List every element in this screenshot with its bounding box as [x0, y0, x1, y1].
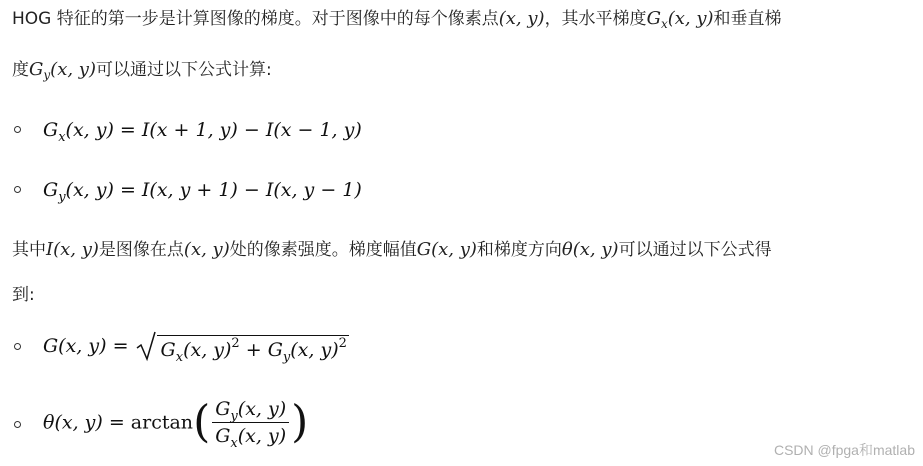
p2-text3: 处的像素强度。梯度幅值 — [229, 240, 417, 260]
math-gx-xy: $G_x(x$, y) — [646, 8, 714, 31]
p2-line2: 到: — [12, 285, 35, 305]
sqrt-symbol — [135, 330, 349, 365]
eq-gx-rhs: (x, y) = I(x + 1, y) − I(x − 1, y) — [65, 119, 362, 141]
left-paren: ( — [193, 396, 211, 448]
p2-math-theta: θ(x, y) — [561, 239, 619, 260]
p2-math-xy: (x, y) — [183, 239, 230, 260]
eq-gy-lhs: G — [43, 179, 59, 201]
p2-text1: 其中 — [12, 240, 46, 260]
intro-text-vertical: 和垂直梯 — [713, 9, 782, 29]
fraction-denominator: $G_x(x$, y) — [215, 425, 287, 451]
math-gy-xy: $G_y(x$, y) — [29, 59, 96, 82]
list-bullet-magnitude — [14, 343, 21, 350]
fraction — [212, 398, 289, 451]
intro-text-du: 度 — [12, 60, 29, 80]
equation-gy — [43, 178, 362, 205]
csdn-watermark: CSDN @fpga和matlab — [773, 442, 915, 458]
p2-math-gxy: G(x, y) — [416, 239, 477, 260]
eq-arctan: arctan — [130, 411, 194, 434]
paragraph-intro-line2 — [12, 60, 272, 80]
p2-text2: 是图像在点 — [98, 240, 184, 260]
right-paren: ) — [291, 396, 309, 448]
sqrt-radicand: $G_x(x$, $y)^2 + G_y(x$, y)$^2$ — [157, 335, 349, 362]
p2-math-ixy: I(x, y) — [46, 239, 99, 260]
equation-orientation — [43, 396, 309, 451]
paragraph-magnitude-line1 — [12, 240, 772, 260]
equation-magnitude — [43, 330, 349, 365]
list-bullet-gx — [14, 126, 21, 133]
eq-gx-lhs: G — [43, 119, 59, 141]
paragraph-intro-line1 — [12, 9, 782, 29]
math-xy: (x, y) — [498, 8, 545, 29]
intro-text-horizontal: ，其水平梯度 — [544, 9, 647, 29]
p2-text4: 和梯度方向 — [476, 240, 562, 260]
eq-gx-sub: x — [58, 130, 66, 145]
list-bullet-orientation — [14, 421, 21, 428]
eq-gy-rhs: (x, y) = I(x, y + 1) − I(x, y − 1) — [65, 179, 362, 201]
eq-mag-lhs: G(x, y) = — [43, 335, 135, 357]
eq-gy-sub: y — [58, 190, 66, 205]
fraction-numerator: $G_y(x$, y) — [212, 398, 289, 423]
paragraph-magnitude-line2 — [12, 285, 35, 305]
intro-text-formula: 可以通过以下公式计算: — [95, 60, 272, 80]
p2-text5: 可以通过以下公式得 — [618, 240, 772, 260]
equation-gx — [43, 118, 362, 145]
eq-theta-lhs: θ(x, y) = — [43, 411, 131, 434]
list-bullet-gy — [14, 186, 21, 193]
intro-text: HOG 特征的第一步是计算图像的梯度。对于图像中的每个像素点 — [12, 9, 499, 29]
